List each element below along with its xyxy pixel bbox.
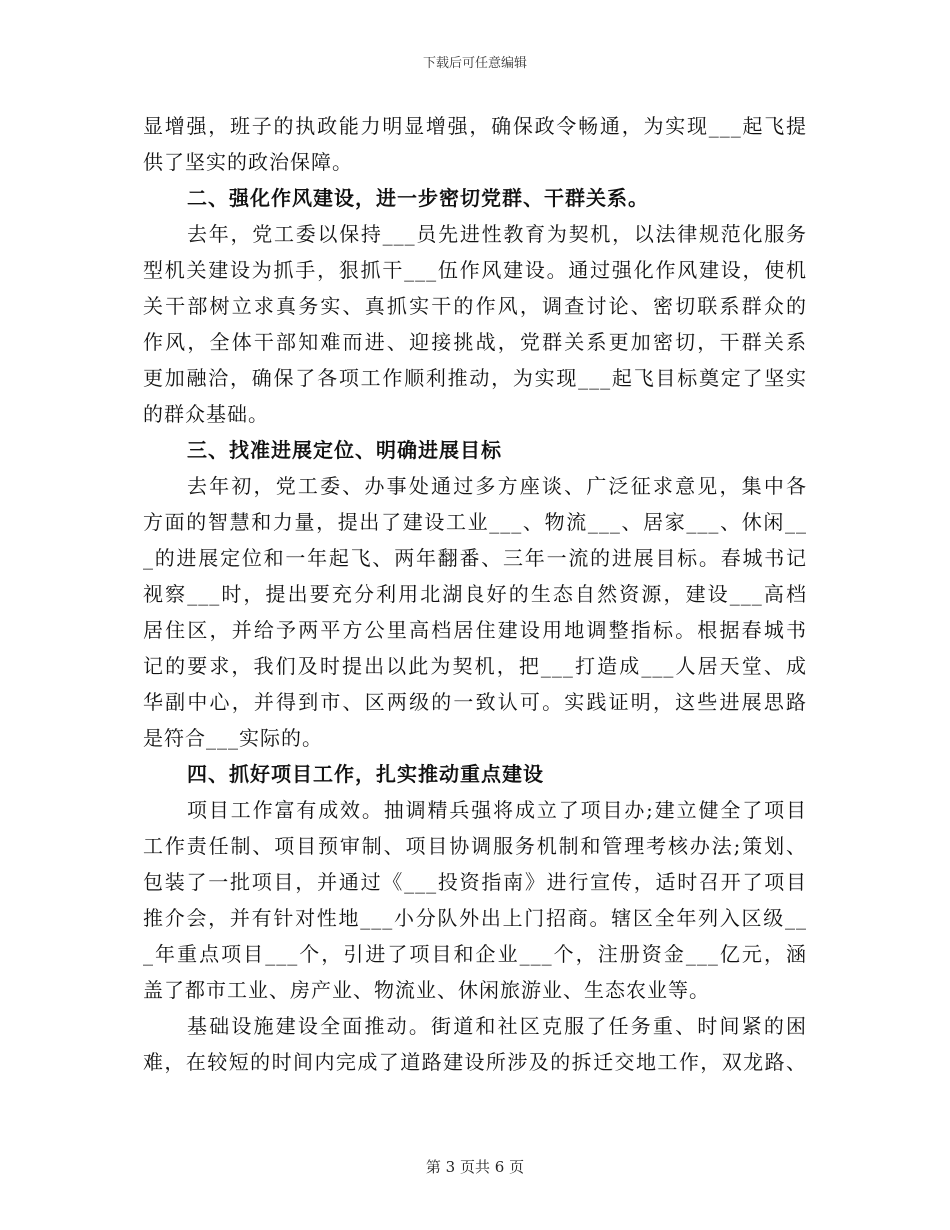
text-line: 型机关建设为抓手，狠抓干___伍作风建设。通过强化作风建设，使机 [143, 258, 807, 282]
text-line: 盖了都市工业、房产业、物流业、休闲旅游业、生态农业等。 [143, 978, 710, 1002]
section-heading: 四、抓好项目工作，扎实推动重点建设 [187, 762, 544, 786]
text-line: 关干部树立求真务实、真抓实干的作风，调查讨论、密切联系群众的 [143, 294, 807, 318]
page-number: 第 3 页共 6 页 [425, 1158, 525, 1176]
text-line: 推介会，并有针对性地___小分队外出上门招商。辖区全年列入区级__ [143, 906, 807, 930]
text-line: 去年初，党工委、办事处通过多方座谈、广泛征求意见，集中各 [187, 474, 807, 498]
text-line: _的进展定位和一年起飞、两年翻番、三年一流的进展目标。春城书记 [143, 546, 807, 570]
text-line: 居住区，并给予两平方公里高档居住建设用地调整指标。根据春城书 [143, 618, 807, 642]
text-line: 视察___时，提出要充分利用北湖良好的生态自然资源，建设___高档 [143, 582, 807, 606]
text-line: 去年，党工委以保持___员先进性教育为契机，以法律规范化服务 [187, 222, 807, 246]
text-line: 更加融洽，确保了各项工作顺利推动，为实现___起飞目标奠定了坚实 [143, 366, 807, 390]
page-header: 下载后可任意编辑 [422, 56, 527, 71]
text-line: 是符合___实际的。 [143, 726, 323, 750]
text-line: 难，在较短的时间内完成了道路建设所涉及的拆迁交地工作，双龙路、 [143, 1050, 807, 1074]
text-line: 华副中心，并得到市、区两级的一致认可。实践证明，这些进展思路 [143, 690, 807, 714]
text-line: 供了坚实的政治保障。 [143, 150, 353, 174]
text-line: 包装了一批项目，并通过《___投资指南》进行宣传，适时召开了项目 [143, 870, 807, 894]
text-line: 的群众基础。 [143, 402, 269, 426]
text-line: 方面的智慧和力量，提出了建设工业___、物流___、居家___、休闲__ [143, 510, 807, 534]
text-line: 作风，全体干部知难而进、迎接挑战，党群关系更加密切，干群关系 [143, 330, 807, 354]
text-line: 项目工作富有成效。抽调精兵强将成立了项目办;建立健全了项目 [187, 798, 807, 822]
text-line: 显增强，班子的执政能力明显增强，确保政令畅通，为实现___起飞提 [143, 114, 807, 138]
section-heading: 二、强化作风建设，进一步密切党群、干群关系。 [187, 186, 649, 210]
text-line: _年重点项目___个，引进了项目和企业___个，注册资金___亿元，涵 [143, 942, 807, 966]
section-heading: 三、找准进展定位、明确进展目标 [187, 438, 502, 462]
text-line: 记的要求，我们及时提出以此为契机，把___打造成___人居天堂、成 [143, 654, 807, 678]
document-body [143, 108, 807, 1080]
text-line: 工作责任制、项目预审制、项目协调服务机制和管理考核办法;策划、 [143, 834, 807, 858]
text-line: 基础设施建设全面推动。街道和社区克服了任务重、时间紧的困 [187, 1014, 807, 1038]
